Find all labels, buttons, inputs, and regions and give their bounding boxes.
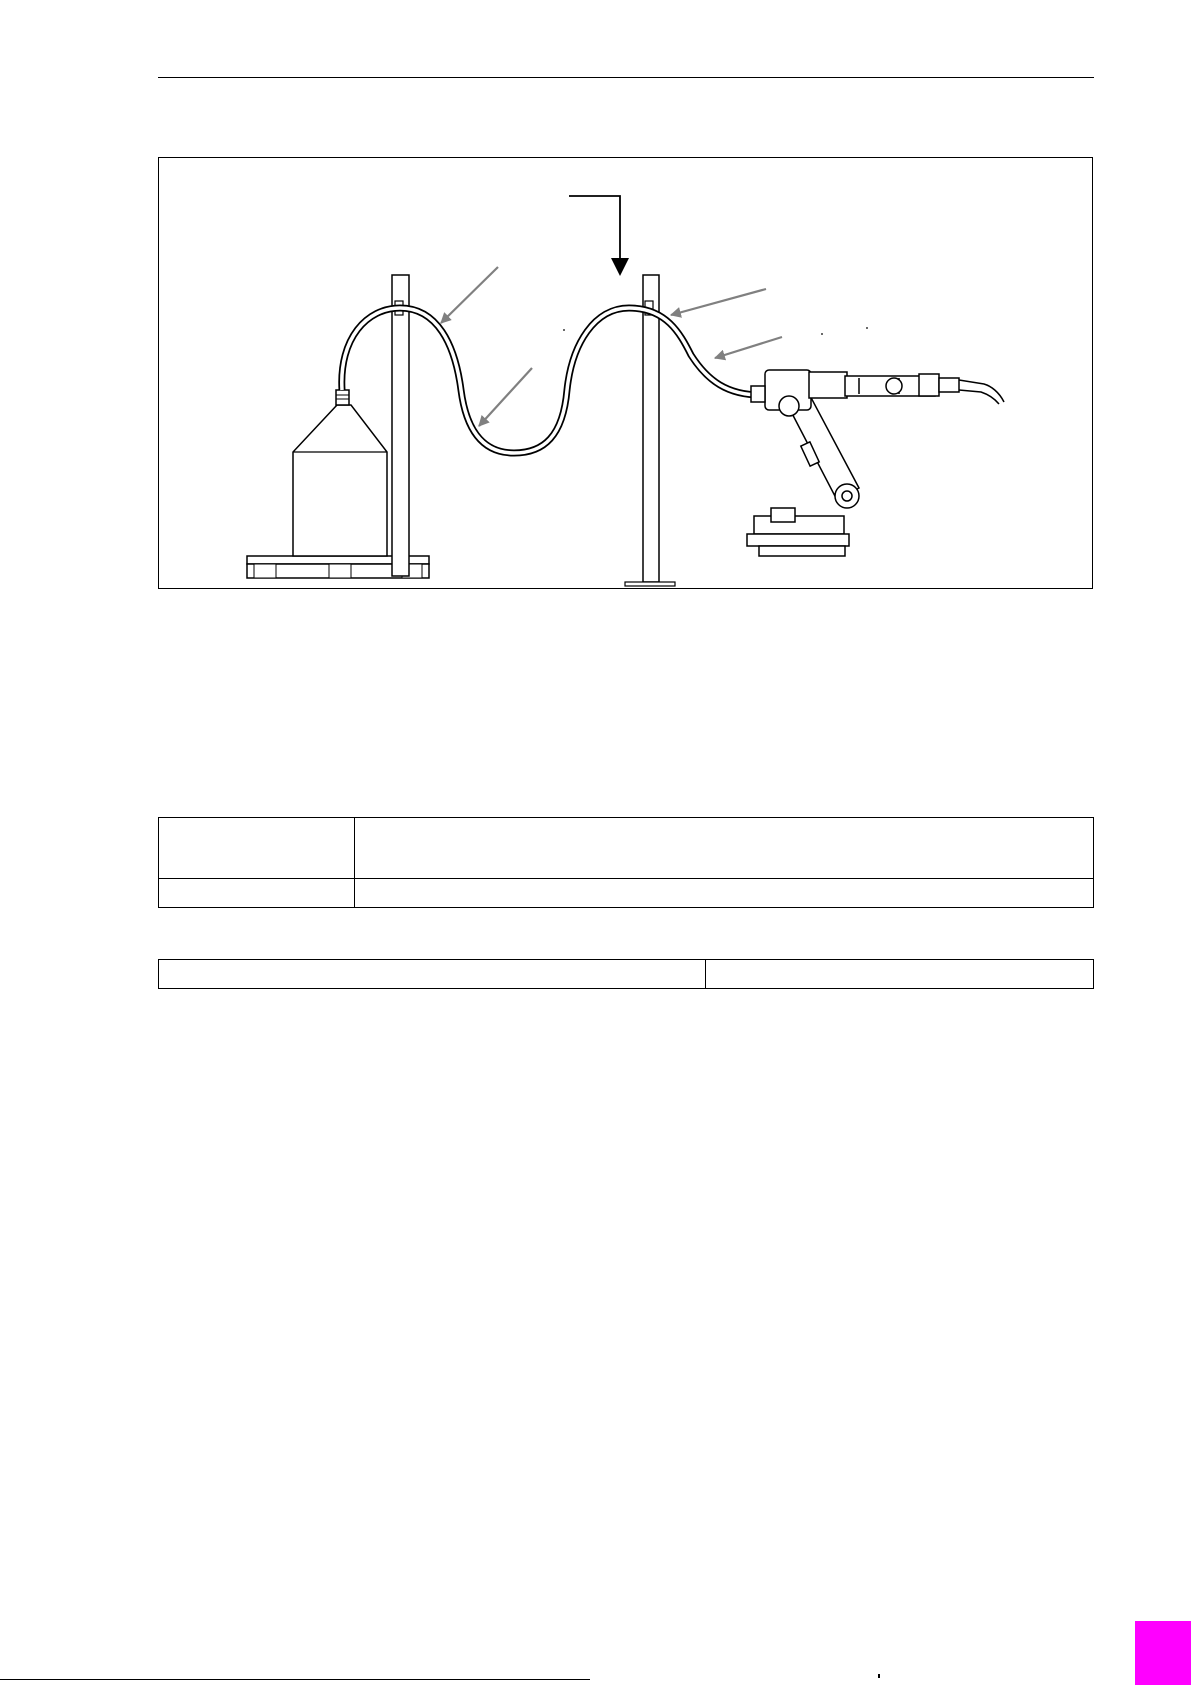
table-2 — [158, 959, 1094, 989]
figure-frame — [158, 157, 1093, 589]
callout-arrows — [441, 267, 782, 426]
table-row — [159, 960, 1094, 989]
table-cell — [159, 818, 355, 879]
table-row — [159, 879, 1094, 908]
table-cell — [159, 960, 706, 989]
welding-robot — [747, 370, 1004, 556]
table-cell — [355, 818, 1094, 879]
footer-mark — [878, 1674, 880, 1678]
cable-routing-illustration — [159, 158, 1094, 590]
footer-rule — [0, 1679, 590, 1680]
table-1 — [158, 817, 1094, 908]
page-tab-marker — [1135, 1621, 1191, 1685]
table-cell — [159, 879, 355, 908]
table-cell — [355, 879, 1094, 908]
table-cell — [706, 960, 1094, 989]
main-arrow — [569, 196, 629, 276]
header-rule — [158, 77, 1094, 78]
table-row — [159, 818, 1094, 879]
support-post-left — [392, 275, 409, 576]
